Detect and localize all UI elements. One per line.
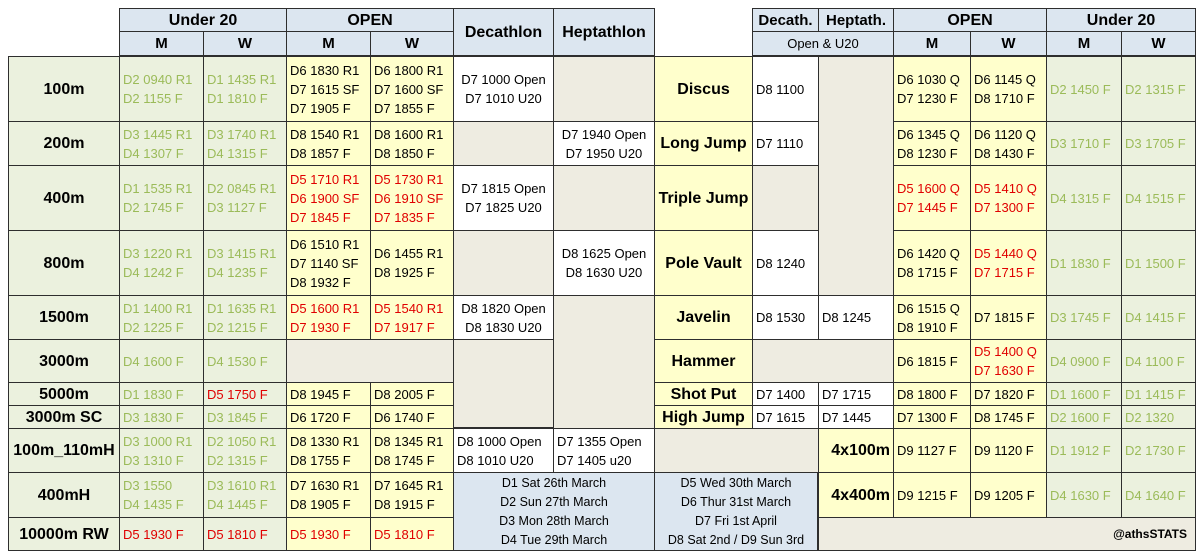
schedule-cell-heptathlon: D7 1940 Open D7 1950 U20: [553, 121, 655, 166]
schedule-cell-u20w: D1 1435 R1 D1 1810 F: [203, 56, 287, 122]
schedule-cell-openw: D7 1815 F: [970, 295, 1047, 340]
schedule-cell-u20m: D1 1912 F: [1046, 428, 1122, 473]
schedule-cell-openm: D9 1127 F: [893, 428, 971, 473]
schedule-cell-u20m: D5 1930 F: [119, 517, 204, 551]
event-label: Triple Jump: [654, 165, 753, 231]
schedule-cell-u20m: D3 1710 F: [1046, 121, 1122, 166]
schedule-cell-openm: D6 1815 F: [893, 339, 971, 383]
schedule-cell-openw: D6 1800 R1 D7 1600 SF D7 1855 F: [370, 56, 454, 122]
schedule-cell-u20w: D4 1530 F: [203, 339, 287, 383]
schedule-cell-u20w: D1 1500 F: [1121, 230, 1196, 296]
schedule-cell-u20m: D3 1445 R1 D4 1307 F: [119, 121, 204, 166]
schedule-cell-openm: D7 1300 F: [893, 405, 971, 429]
schedule-cell-u20w: D2 1050 R1 D2 1315 F: [203, 428, 287, 473]
schedule-cell-u20w: D4 1515 F: [1121, 165, 1196, 231]
schedule-cell-u20m: D1 1400 R1 D2 1225 F: [119, 295, 204, 340]
schedule-cell-decath: D8 1240: [752, 230, 819, 296]
schedule-cell-openw: D6 1740 F: [370, 405, 454, 429]
schedule-cell-u20m: D3 1000 R1 D3 1310 F: [119, 428, 204, 473]
header-decathlon-left: Decathlon: [453, 8, 554, 56]
schedule-cell-openm: D5 1600 R1 D7 1930 F: [286, 295, 371, 340]
header-open-m-right: M: [893, 31, 971, 56]
header-open-u20-right: Open & U20: [752, 31, 894, 56]
schedule-cell-openw: D5 1730 R1 D6 1910 SF D7 1835 F: [370, 165, 454, 231]
event-label: 800m: [8, 230, 120, 296]
schedule-cell-u20w: D3 1845 F: [203, 405, 287, 429]
schedule-cell-u20m: D1 1535 R1 D2 1745 F: [119, 165, 204, 231]
event-label: High Jump: [654, 405, 753, 429]
header-u20-w-right: W: [1121, 31, 1196, 56]
schedule-cell-u20w: D5 1810 F: [203, 517, 287, 551]
schedule-cell-u20m: D4 1630 F: [1046, 472, 1122, 518]
empty-cell: [553, 56, 655, 122]
event-label: Hammer: [654, 339, 753, 383]
schedule-cell-openw: D8 1345 R1 D8 1745 F: [370, 428, 454, 473]
empty-cell: [752, 165, 819, 231]
schedule-cell-openw: D6 1145 Q D8 1710 F: [970, 56, 1047, 122]
schedule-cell-u20m: D2 0940 R1 D2 1155 F: [119, 56, 204, 122]
schedule-cell-u20w: D4 1415 F: [1121, 295, 1196, 340]
schedule-cell-u20w: D2 0845 R1 D3 1127 F: [203, 165, 287, 231]
schedule-cell-decath: D7 1110: [752, 121, 819, 166]
schedule-cell-decath: D7 1400: [752, 382, 819, 406]
schedule-cell-u20w: D2 1730 F: [1121, 428, 1196, 473]
schedule-cell-u20m: D1 1600 F: [1046, 382, 1122, 406]
schedule-cell-openw: D6 1455 R1 D8 1925 F: [370, 230, 454, 296]
event-label: 400mH: [8, 472, 120, 518]
event-label: Long Jump: [654, 121, 753, 166]
empty-cell: [818, 56, 894, 308]
schedule-cell-heptathlon: D7 1355 Open D7 1405 u20: [553, 428, 655, 473]
header-u20-m-right: M: [1046, 31, 1122, 56]
event-label: Discus: [654, 56, 753, 122]
empty-cell: [654, 428, 819, 473]
schedule-cell-u20w: D2 1315 F: [1121, 56, 1196, 122]
header-open-w-right: W: [970, 31, 1047, 56]
schedule-cell-openm: D5 1930 F: [286, 517, 371, 551]
header-heptathlon-left: Heptathlon: [553, 8, 655, 56]
schedule-cell-decathlon: D7 1000 Open D7 1010 U20: [453, 56, 554, 122]
schedule-cell-u20m: D3 1745 F: [1046, 295, 1122, 340]
event-label: 200m: [8, 121, 120, 166]
schedule-cell-heptathlon: D8 1625 Open D8 1630 U20: [553, 230, 655, 296]
schedule-cell-heptath: D7 1715: [818, 382, 894, 406]
schedule-cell-openm: D6 1720 F: [286, 405, 371, 429]
schedule-cell-openw: D5 1410 Q D7 1300 F: [970, 165, 1047, 231]
schedule-cell-u20w: D5 1750 F: [203, 382, 287, 406]
schedule-cell-openm: D7 1630 R1 D8 1905 F: [286, 472, 371, 518]
event-label: 3000m: [8, 339, 120, 383]
schedule-cell-u20m: D4 0900 F: [1046, 339, 1122, 383]
header-u20-m-left: M: [119, 31, 204, 56]
schedule-cell-openm: D8 1330 R1 D8 1755 F: [286, 428, 371, 473]
schedule-cell-u20m: D3 1830 F: [119, 405, 204, 429]
schedule-cell-u20w: D3 1705 F: [1121, 121, 1196, 166]
header-heptath-right: Heptath.: [818, 8, 894, 32]
schedule-cell-openw: D7 1645 R1 D8 1915 F: [370, 472, 454, 518]
schedule-cell-openm: D5 1710 R1 D6 1900 SF D7 1845 F: [286, 165, 371, 231]
schedule-cell-u20m: D4 1315 F: [1046, 165, 1122, 231]
schedule-cell-u20m: D4 1600 F: [119, 339, 204, 383]
schedule-cell-openw: D5 1540 R1 D7 1917 F: [370, 295, 454, 340]
schedule-cell-openw: D5 1810 F: [370, 517, 454, 551]
header-under20-right: Under 20: [1046, 8, 1196, 32]
schedule-cell-u20w: D1 1415 F: [1121, 382, 1196, 406]
event-label: 4x100m: [818, 428, 894, 473]
schedule-cell-openw: D9 1205 F: [970, 472, 1047, 518]
header-open-m-left: M: [286, 31, 371, 56]
empty-cell: [453, 230, 554, 296]
schedule-cell-openw: D5 1400 Q D7 1630 F: [970, 339, 1047, 383]
schedule-cell-heptath: D8 1245: [818, 295, 894, 340]
schedule-cell-heptath: D7 1445: [818, 405, 894, 429]
schedule-cell-u20m: D3 1550 D4 1435 F: [119, 472, 204, 518]
event-label: 5000m: [8, 382, 120, 406]
header-decath-right: Decath.: [752, 8, 819, 32]
event-label: 3000m SC: [8, 405, 120, 429]
schedule-cell-u20w: D2 1320: [1121, 405, 1196, 429]
schedule-cell-openw: D9 1120 F: [970, 428, 1047, 473]
schedule-cell-u20w: D3 1740 R1 D4 1315 F: [203, 121, 287, 166]
schedule-cell-openm: D9 1215 F: [893, 472, 971, 518]
event-label: 4x400m: [818, 472, 894, 518]
empty-cell: [453, 121, 554, 166]
schedule-cell-u20w: D4 1100 F: [1121, 339, 1196, 383]
event-label: 400m: [8, 165, 120, 231]
empty-cell: [286, 339, 454, 383]
event-label: Javelin: [654, 295, 753, 340]
schedule-cell-openm: D6 1830 R1 D7 1615 SF D7 1905 F: [286, 56, 371, 122]
schedule-cell-openm: D5 1600 Q D7 1445 F: [893, 165, 971, 231]
schedule-cell-u20w: D1 1635 R1 D2 1215 F: [203, 295, 287, 340]
header-open-left: OPEN: [286, 8, 454, 32]
event-label: 1500m: [8, 295, 120, 340]
schedule-cell-openm: D8 1945 F: [286, 382, 371, 406]
schedule-cell-u20m: D1 1830 F: [119, 382, 204, 406]
schedule-cell-openm: D8 1800 F: [893, 382, 971, 406]
schedule-cell-openw: D8 1745 F: [970, 405, 1047, 429]
header-u20-w-left: W: [203, 31, 287, 56]
event-label: 10000m RW: [8, 517, 120, 551]
empty-cell: [453, 339, 554, 428]
credit-strip: [818, 517, 1196, 551]
credit-text: @athsSTATS: [1113, 526, 1187, 541]
event-label: 100m_110mH: [8, 428, 120, 473]
empty-cell: [752, 339, 894, 383]
schedule-cell-u20w: D3 1415 R1 D4 1235 F: [203, 230, 287, 296]
schedule-cell-openw: D8 1600 R1 D8 1850 F: [370, 121, 454, 166]
event-label: 100m: [8, 56, 120, 122]
schedule-cell-decathlon: D7 1815 Open D7 1825 U20: [453, 165, 554, 231]
schedule-cell-openm: D6 1420 Q D8 1715 F: [893, 230, 971, 296]
schedule-cell-u20m: D1 1830 F: [1046, 230, 1122, 296]
schedule-cell-decath: D8 1100: [752, 56, 819, 122]
schedule-cell-openm: D6 1515 Q D8 1910 F: [893, 295, 971, 340]
schedule-cell-openm: D6 1345 Q D8 1230 F: [893, 121, 971, 166]
schedule-cell-u20w: D4 1640 F: [1121, 472, 1196, 518]
event-label: Shot Put: [654, 382, 753, 406]
schedule-cell-decathlon: D8 1820 Open D8 1830 U20: [453, 295, 554, 340]
schedule-cell-openm: D8 1540 R1 D8 1857 F: [286, 121, 371, 166]
date-key-days-1-4: D1 Sat 26th March D2 Sun 27th March D3 Mon 28th March D4 Tue 29th March: [453, 472, 655, 551]
header-open-w-left: W: [370, 31, 454, 56]
schedule-cell-u20m: D2 1450 F: [1046, 56, 1122, 122]
schedule-cell-openw: D5 1440 Q D7 1715 F: [970, 230, 1047, 296]
schedule-cell-u20w: D3 1610 R1 D4 1445 F: [203, 472, 287, 518]
header-open-right: OPEN: [893, 8, 1047, 32]
schedule-cell-openw: D8 2005 F: [370, 382, 454, 406]
schedule-cell-decath: D8 1530: [752, 295, 819, 340]
schedule-cell-openw: D7 1820 F: [970, 382, 1047, 406]
schedule-cell-openw: D6 1120 Q D8 1430 F: [970, 121, 1047, 166]
schedule-cell-u20m: D3 1220 R1 D4 1242 F: [119, 230, 204, 296]
schedule-cell-decathlon: D8 1000 Open D8 1010 U20: [453, 428, 554, 473]
schedule-cell-u20m: D2 1600 F: [1046, 405, 1122, 429]
empty-cell: [553, 165, 655, 231]
date-key-days-5-9: D5 Wed 30th March D6 Thur 31st March D7 Fri 1st April D8 Sat 2nd / D9 Sun 3rd: [654, 472, 818, 551]
schedule-cell-decath: D7 1615: [752, 405, 819, 429]
header-under20-left: Under 20: [119, 8, 287, 32]
schedule-cell-openm: D6 1030 Q D7 1230 F: [893, 56, 971, 122]
event-label: Pole Vault: [654, 230, 753, 296]
schedule-cell-openm: D6 1510 R1 D7 1140 SF D8 1932 F: [286, 230, 371, 296]
